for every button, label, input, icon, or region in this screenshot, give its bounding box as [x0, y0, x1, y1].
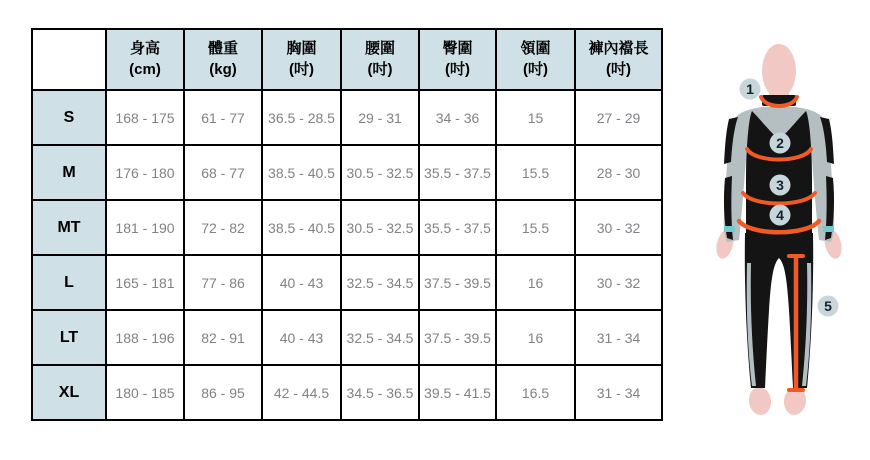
svg-text:1: 1 — [746, 81, 754, 97]
svg-text:2: 2 — [776, 135, 784, 151]
wetsuit-figure-illustration — [705, 18, 870, 455]
measurement-cell: 27 - 29 — [575, 90, 662, 145]
col-unit: (吋) — [445, 60, 470, 78]
measurement-cell: 180 - 185 — [106, 365, 184, 420]
table-row — [32, 310, 662, 365]
measurement-cell: 68 - 77 — [184, 145, 262, 200]
measurement-cell: 86 - 95 — [184, 365, 262, 420]
measurement-cell: 30 - 32 — [575, 200, 662, 255]
size-label: MT — [32, 200, 106, 255]
measurement-cell: 16 — [496, 310, 575, 365]
measurement-cell: 35.5 - 37.5 — [419, 200, 496, 255]
measurement-cell: 77 - 86 — [184, 255, 262, 310]
measurement-cell: 30.5 - 32.5 — [341, 145, 419, 200]
figure-foot-left — [747, 386, 773, 417]
measurement-cell: 188 - 196 — [106, 310, 184, 365]
size-label: LT — [32, 310, 106, 365]
col-header-inseam — [575, 29, 662, 90]
measurement-cell: 31 - 34 — [575, 365, 662, 420]
body-measurement-figure — [705, 18, 870, 455]
measurement-cell: 176 - 180 — [106, 145, 184, 200]
measurement-cell: 168 - 175 — [106, 90, 184, 145]
col-header-hip — [419, 29, 496, 90]
measurement-cell: 30 - 32 — [575, 255, 662, 310]
col-label: 臀圍 — [442, 40, 473, 58]
marker-5 — [818, 296, 839, 317]
col-label: 腰圍 — [364, 40, 395, 58]
table-row — [32, 200, 662, 255]
table-row — [32, 90, 662, 145]
table-row — [32, 365, 662, 420]
measurement-cell: 15 — [496, 90, 575, 145]
marker-3 — [770, 175, 791, 196]
measurement-cell: 16.5 — [496, 365, 575, 420]
svg-text:4: 4 — [776, 207, 784, 223]
measurement-cell: 61 - 77 — [184, 90, 262, 145]
col-label: 體重 — [207, 40, 238, 58]
measurement-cell: 38.5 - 40.5 — [262, 200, 341, 255]
measurement-cell: 31 - 34 — [575, 310, 662, 365]
col-header-chest — [262, 29, 341, 90]
measurement-cell: 39.5 - 41.5 — [419, 365, 496, 420]
measurement-cell: 28 - 30 — [575, 145, 662, 200]
col-unit: (吋) — [606, 60, 631, 78]
col-header-waist — [341, 29, 419, 90]
marker-1 — [740, 79, 761, 100]
measurement-cell: 72 - 82 — [184, 200, 262, 255]
size-chart-table — [31, 28, 663, 421]
measurement-cell: 42 - 44.5 — [262, 365, 341, 420]
marker-2 — [770, 133, 791, 154]
size-label: XL — [32, 365, 106, 420]
measurement-cell: 32.5 - 34.5 — [341, 255, 419, 310]
col-header-height — [106, 29, 184, 90]
measurement-cell: 40 - 43 — [262, 310, 341, 365]
marker-4 — [770, 205, 791, 226]
measurement-cell: 35.5 - 37.5 — [419, 145, 496, 200]
measurement-cell: 15.5 — [496, 200, 575, 255]
measurement-cell: 16 — [496, 255, 575, 310]
measurement-cell: 34.5 - 36.5 — [341, 365, 419, 420]
col-label: 身高 — [129, 40, 160, 58]
col-unit: (吋) — [367, 60, 393, 78]
svg-text:3: 3 — [776, 177, 784, 193]
measurement-cell: 38.5 - 40.5 — [262, 145, 341, 200]
size-label: L — [32, 255, 106, 310]
col-unit: (cm) — [129, 60, 161, 78]
col-unit: (吋) — [523, 60, 548, 78]
measurement-cell: 181 - 190 — [106, 200, 184, 255]
col-label: 胸圍 — [286, 40, 317, 58]
measurement-cell: 32.5 - 34.5 — [341, 310, 419, 365]
header-row — [32, 29, 662, 90]
measurement-cell: 15.5 — [496, 145, 575, 200]
suit-cuff-right — [823, 226, 834, 232]
measurement-cell: 37.5 - 39.5 — [419, 310, 496, 365]
table-row — [32, 255, 662, 310]
measurement-cell: 29 - 31 — [341, 90, 419, 145]
measurement-cell: 82 - 91 — [184, 310, 262, 365]
size-label: M — [32, 145, 106, 200]
table-row — [32, 145, 662, 200]
col-header-weight — [184, 29, 262, 90]
measurement-cell: 34 - 36 — [419, 90, 496, 145]
measurement-cell: 36.5 - 28.5 — [262, 90, 341, 145]
col-unit: (吋) — [289, 60, 314, 78]
col-label: 領圍 — [520, 40, 551, 58]
measurement-cell: 37.5 - 39.5 — [419, 255, 496, 310]
measurement-cell: 30.5 - 32.5 — [341, 200, 419, 255]
svg-text:5: 5 — [824, 298, 832, 314]
measurement-cell: 165 - 181 — [106, 255, 184, 310]
col-header-neck — [496, 29, 575, 90]
col-unit: (kg) — [209, 60, 237, 78]
col-label: 褲內襠長 — [588, 40, 649, 58]
suit-cuff-left — [724, 226, 735, 232]
size-label: S — [32, 90, 106, 145]
corner-cell — [32, 29, 106, 90]
measurement-cell: 40 - 43 — [262, 255, 341, 310]
